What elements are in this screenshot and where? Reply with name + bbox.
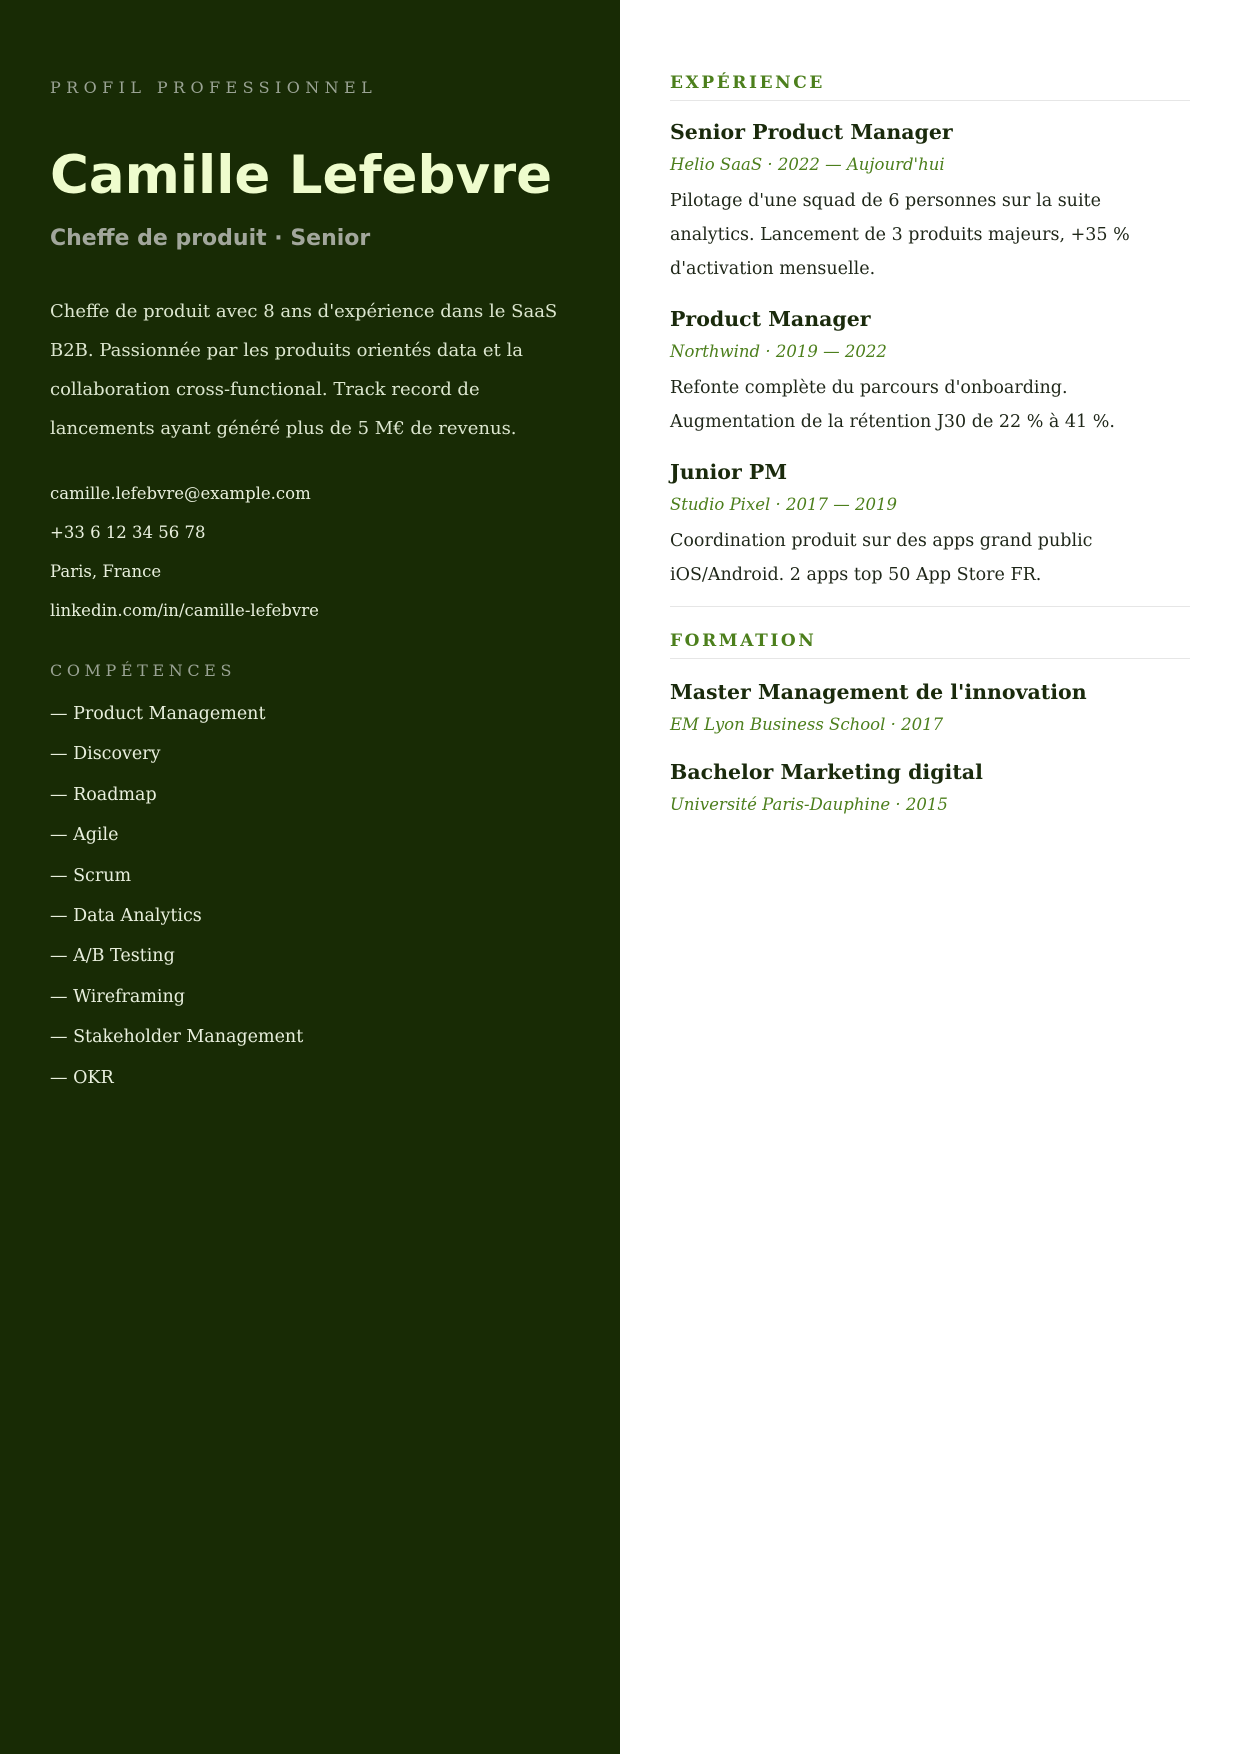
contact-phone: +33 6 12 34 56 78: [50, 523, 206, 542]
formation-heading: FORMATION: [670, 630, 1190, 659]
job-description: Pilotage d'une squad de 6 personnes sur la suite analytics. Lancement de 3 produits majeurs, +35 % d'activation mensuelle.: [670, 191, 1130, 279]
skills-list: [50, 703, 570, 1107]
skill-item: — Data Analytics: [50, 905, 202, 926]
job-description: Coordination produit sur des apps grand public iOS/Android. 2 apps top 50 App Store FR.: [670, 531, 1093, 585]
skill-item: — Roadmap: [50, 784, 157, 805]
skill-item: — Product Management: [50, 704, 266, 724]
job-meta: Studio Pixel · 2017 — 2019: [670, 495, 898, 514]
skill-item: — Scrum: [50, 865, 132, 886]
experience-entry: [670, 306, 1190, 439]
profile-summary: Cheffe de produit avec 8 ans d'expérience dans le SaaS B2B. Passionnée par les produits orientés data et la collaboration cross-functional. Track record de lancements ayant généré plus de 5 M€ de revenus.: [50, 301, 558, 439]
degree-title: Bachelor Marketing digital: [670, 760, 983, 784]
sidebar: [0, 0, 620, 1754]
main-content: [620, 0, 1241, 1754]
job-meta: Northwind · 2019 — 2022: [670, 342, 887, 361]
degree-title: Master Management de l'innovation: [670, 680, 1087, 704]
experience-entry: [670, 119, 1190, 286]
education-entry: [670, 679, 1190, 736]
skill-item: — Stakeholder Management: [50, 1027, 304, 1048]
skill-item: — OKR: [50, 1067, 114, 1088]
skills-heading: COMPÉTENCES: [50, 661, 237, 680]
skill-item: — A/B Testing: [50, 946, 175, 967]
contact-linkedin: linkedin.com/in/camille-lefebvre: [50, 601, 319, 620]
job-title: Junior PM: [670, 460, 788, 484]
contact-location: Paris, France: [50, 562, 162, 581]
contact-list: [50, 483, 570, 639]
section-divider: [670, 606, 1190, 607]
degree-meta: Université Paris-Dauphine · 2015: [670, 795, 948, 814]
skill-item: — Agile: [50, 825, 119, 846]
education-entry: [670, 759, 1190, 816]
skill-item: — Discovery: [50, 744, 161, 765]
candidate-name: Camille Lefebvre: [50, 145, 553, 206]
candidate-role: Cheffe de produit · Senior: [50, 226, 371, 251]
job-title: Product Manager: [670, 307, 871, 331]
skill-item: — Wireframing: [50, 986, 186, 1007]
job-title: Senior Product Manager: [670, 120, 953, 144]
contact-email: camille.lefebvre@example.com: [50, 484, 311, 503]
experience-entry: [670, 459, 1190, 592]
profile-eyebrow: PROFIL PROFESSIONNEL: [50, 78, 378, 97]
job-meta: Helio SaaS · 2022 — Aujourd'hui: [670, 155, 945, 174]
job-description: Refonte complète du parcours d'onboarding. Augmentation de la rétention J30 de 22 % à 41 %.: [670, 378, 1115, 432]
degree-meta: EM Lyon Business School · 2017: [670, 715, 944, 734]
experience-heading: EXPÉRIENCE: [670, 72, 1190, 101]
